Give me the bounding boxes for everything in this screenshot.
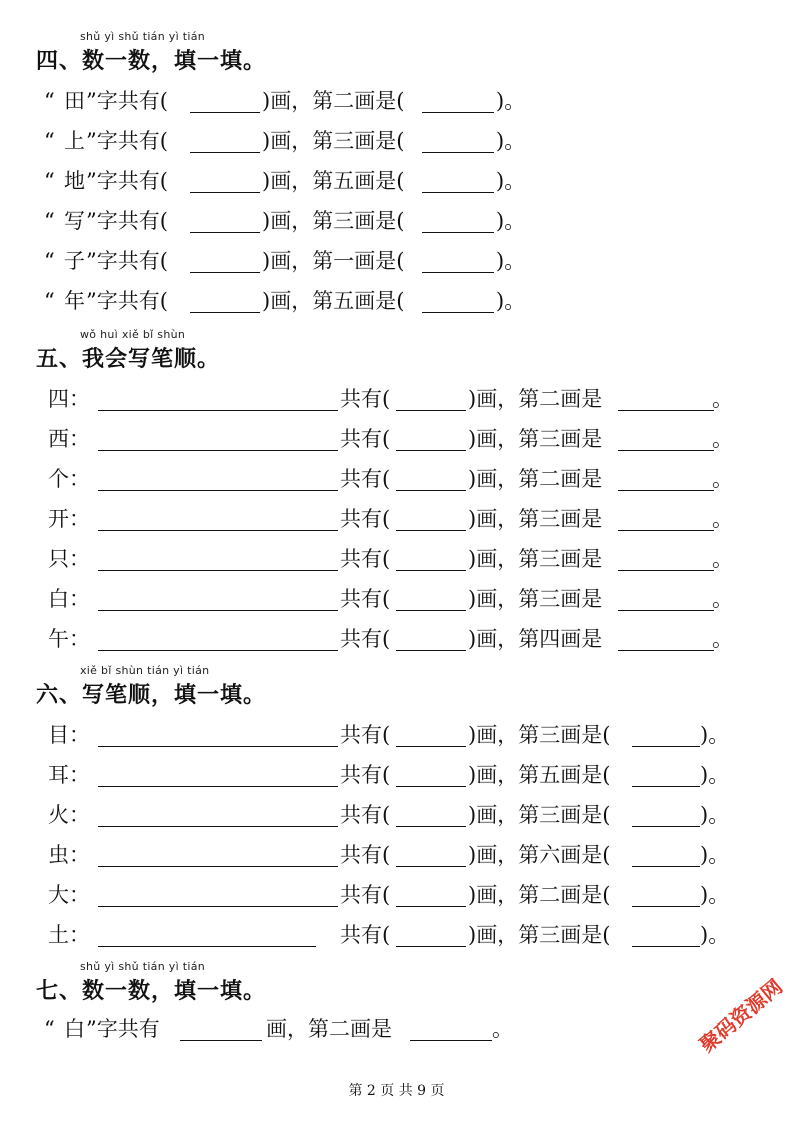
row-char: 田 bbox=[64, 89, 85, 113]
row-text: 。 bbox=[712, 507, 733, 531]
open-quote: “ bbox=[44, 249, 55, 273]
count-blank[interactable] bbox=[396, 490, 466, 491]
answer-blank[interactable] bbox=[632, 906, 700, 907]
row-text: ”字共有( bbox=[86, 169, 168, 193]
row-text: )画，第一画是( bbox=[262, 249, 405, 273]
stroke-order-blank[interactable] bbox=[98, 570, 338, 571]
row-text: 共有( bbox=[340, 843, 391, 867]
row-text: )。 bbox=[700, 843, 730, 867]
row-text: )画，第二画是( bbox=[468, 883, 611, 907]
row-text: )。 bbox=[700, 803, 730, 827]
row-text: )。 bbox=[496, 289, 526, 313]
section4-title: 四、数一数，填一填。 bbox=[36, 48, 267, 74]
row-char: 火： bbox=[48, 803, 90, 827]
row-text: )画，第二画是 bbox=[468, 387, 603, 411]
open-quote: “ bbox=[44, 89, 55, 113]
row-text: 。 bbox=[712, 387, 733, 411]
row-text: ”字共有( bbox=[86, 209, 168, 233]
stroke-order-blank[interactable] bbox=[98, 826, 338, 827]
row-char: 西： bbox=[48, 427, 90, 451]
row-char: 大： bbox=[48, 883, 90, 907]
row-text: )画，第三画是( bbox=[468, 723, 611, 747]
stroke-order-blank[interactable] bbox=[98, 450, 338, 451]
answer-blank[interactable] bbox=[410, 1040, 492, 1041]
row-text: 共有( bbox=[340, 723, 391, 747]
row-char: 耳： bbox=[48, 763, 90, 787]
open-quote: “ bbox=[44, 289, 55, 313]
row-text: ”字共有( bbox=[86, 129, 168, 153]
stroke-row bbox=[48, 800, 748, 830]
row-char: 只： bbox=[48, 547, 90, 571]
answer-blank[interactable] bbox=[618, 410, 714, 411]
stroke-row bbox=[48, 760, 748, 790]
section7-row bbox=[44, 1014, 744, 1044]
row-text: 共有( bbox=[340, 763, 391, 787]
count-blank[interactable] bbox=[396, 826, 466, 827]
row-text: 。 bbox=[712, 627, 733, 651]
row-text: 共有( bbox=[340, 883, 391, 907]
row-text: 共有( bbox=[340, 507, 391, 531]
section5-title: 五、我会写笔顺。 bbox=[36, 346, 221, 372]
stroke-row bbox=[48, 840, 748, 870]
row-text: 。 bbox=[712, 467, 733, 491]
row-text: 。 bbox=[712, 587, 733, 611]
stroke-order-blank[interactable] bbox=[98, 410, 338, 411]
count-blank[interactable] bbox=[396, 610, 466, 611]
row-text: )。 bbox=[496, 169, 526, 193]
row-char: 写 bbox=[64, 209, 85, 233]
row-text: )画，第五画是( bbox=[468, 763, 611, 787]
answer-blank[interactable] bbox=[190, 112, 260, 113]
row-text: )画，第四画是 bbox=[468, 627, 603, 651]
stroke-order-blank[interactable] bbox=[98, 650, 338, 651]
row-text: 。 bbox=[492, 1017, 513, 1041]
answer-blank[interactable] bbox=[618, 490, 714, 491]
row-text: )画，第三画是( bbox=[262, 129, 405, 153]
watermark-logo: 聚码资源网 bbox=[694, 974, 787, 1057]
row-char: 开： bbox=[48, 507, 90, 531]
row-char: 个： bbox=[48, 467, 90, 491]
row-text: ”字共有( bbox=[86, 289, 168, 313]
row-char: 午： bbox=[48, 627, 90, 651]
row-text: 共有( bbox=[340, 587, 391, 611]
answer-blank[interactable] bbox=[618, 530, 714, 531]
answer-blank[interactable] bbox=[618, 610, 714, 611]
row-text: 共有( bbox=[340, 923, 391, 947]
row-text: ”字共有 bbox=[86, 1017, 160, 1041]
answer-blank[interactable] bbox=[422, 112, 494, 113]
stroke-order-blank[interactable] bbox=[98, 866, 338, 867]
answer-blank[interactable] bbox=[618, 650, 714, 651]
row-text: )画，第三画是( bbox=[468, 923, 611, 947]
page-footer: 第 2 页 共 9 页 bbox=[348, 1083, 445, 1099]
count-row bbox=[44, 126, 744, 156]
answer-blank[interactable] bbox=[422, 272, 494, 273]
row-text: )。 bbox=[496, 209, 526, 233]
answer-blank[interactable] bbox=[632, 826, 700, 827]
count-blank[interactable] bbox=[396, 530, 466, 531]
row-char: 上 bbox=[64, 129, 85, 153]
row-text: )。 bbox=[496, 89, 526, 113]
row-text: )。 bbox=[700, 723, 730, 747]
row-text: )画，第二画是 bbox=[468, 467, 603, 491]
section5-pinyin: wǒ huì xiě bǐ shùn bbox=[80, 328, 186, 341]
row-text: )画，第三画是( bbox=[262, 209, 405, 233]
stroke-order-blank[interactable] bbox=[98, 946, 316, 947]
answer-blank[interactable] bbox=[422, 232, 494, 233]
row-text: )画，第二画是( bbox=[262, 89, 405, 113]
count-blank[interactable] bbox=[396, 746, 466, 747]
row-text: 共有( bbox=[340, 547, 391, 571]
row-text: 共有( bbox=[340, 627, 391, 651]
row-char: 目： bbox=[48, 723, 90, 747]
row-text: ”字共有( bbox=[86, 249, 168, 273]
count-row bbox=[44, 166, 744, 196]
row-text: 画，第二画是 bbox=[266, 1017, 392, 1041]
answer-blank[interactable] bbox=[632, 946, 700, 947]
section6-pinyin: xiě bǐ shùn tián yì tián bbox=[80, 664, 210, 677]
stroke-row bbox=[48, 424, 748, 454]
answer-blank[interactable] bbox=[618, 570, 714, 571]
count-blank[interactable] bbox=[396, 650, 466, 651]
count-blank[interactable] bbox=[396, 410, 466, 411]
answer-blank[interactable] bbox=[190, 232, 260, 233]
count-blank[interactable] bbox=[396, 450, 466, 451]
row-text: )。 bbox=[700, 763, 730, 787]
count-row bbox=[44, 206, 744, 236]
row-text: 。 bbox=[712, 547, 733, 571]
answer-blank[interactable] bbox=[422, 312, 494, 313]
stroke-row bbox=[48, 880, 748, 910]
row-text: )画，第三画是 bbox=[468, 427, 603, 451]
section4-pinyin: shǔ yì shǔ tián yì tián bbox=[80, 30, 206, 43]
row-text: )画，第三画是 bbox=[468, 507, 603, 531]
count-blank[interactable] bbox=[396, 946, 466, 947]
row-text: 。 bbox=[712, 427, 733, 451]
count-blank[interactable] bbox=[396, 866, 466, 867]
section6-title: 六、写笔顺，填一填。 bbox=[36, 682, 267, 708]
count-blank[interactable] bbox=[396, 786, 466, 787]
row-text: )画，第六画是( bbox=[468, 843, 611, 867]
count-row bbox=[44, 246, 744, 276]
answer-blank[interactable] bbox=[618, 450, 714, 451]
row-char: 地 bbox=[64, 169, 85, 193]
open-quote: “ bbox=[44, 209, 55, 233]
stroke-row bbox=[48, 504, 748, 534]
answer-blank[interactable] bbox=[190, 272, 260, 273]
stroke-order-blank[interactable] bbox=[98, 746, 338, 747]
row-text: 共有( bbox=[340, 803, 391, 827]
open-quote: “ bbox=[44, 129, 55, 153]
stroke-order-blank[interactable] bbox=[98, 906, 338, 907]
stroke-row bbox=[48, 584, 748, 614]
stroke-order-blank[interactable] bbox=[98, 786, 338, 787]
row-text: 共有( bbox=[340, 467, 391, 491]
answer-blank[interactable] bbox=[422, 192, 494, 193]
answer-blank[interactable] bbox=[190, 312, 260, 313]
answer-blank[interactable] bbox=[422, 152, 494, 153]
row-text: )。 bbox=[496, 249, 526, 273]
row-char: 土： bbox=[48, 923, 90, 947]
row-text: )画，第三画是 bbox=[468, 587, 603, 611]
row-text: )画，第五画是( bbox=[262, 289, 405, 313]
answer-blank[interactable] bbox=[180, 1040, 262, 1041]
stroke-order-blank[interactable] bbox=[98, 610, 338, 611]
stroke-row bbox=[48, 384, 748, 414]
row-text: )画，第五画是( bbox=[262, 169, 405, 193]
row-text: )。 bbox=[700, 923, 730, 947]
row-char: 四： bbox=[48, 387, 90, 411]
stroke-row bbox=[48, 464, 748, 494]
stroke-row bbox=[48, 544, 748, 574]
stroke-row bbox=[48, 920, 748, 950]
answer-blank[interactable] bbox=[632, 786, 700, 787]
count-blank[interactable] bbox=[396, 906, 466, 907]
row-char: 白 bbox=[64, 1017, 85, 1041]
row-text: )画，第三画是( bbox=[468, 803, 611, 827]
row-text: )画，第三画是 bbox=[468, 547, 603, 571]
stroke-row bbox=[48, 624, 748, 654]
section7-title: 七、数一数，填一填。 bbox=[36, 978, 267, 1004]
row-text: 共有( bbox=[340, 427, 391, 451]
section7-pinyin: shǔ yì shǔ tián yì tián bbox=[80, 960, 206, 973]
answer-blank[interactable] bbox=[632, 866, 700, 867]
row-char: 年 bbox=[64, 289, 85, 313]
open-quote: “ bbox=[44, 169, 55, 193]
row-text: 共有( bbox=[340, 387, 391, 411]
count-blank[interactable] bbox=[396, 570, 466, 571]
stroke-order-blank[interactable] bbox=[98, 530, 338, 531]
answer-blank[interactable] bbox=[632, 746, 700, 747]
open-quote: “ bbox=[44, 1017, 55, 1041]
answer-blank[interactable] bbox=[190, 152, 260, 153]
row-char: 虫： bbox=[48, 843, 90, 867]
count-row bbox=[44, 286, 744, 316]
stroke-row bbox=[48, 720, 748, 750]
count-row bbox=[44, 86, 744, 116]
row-text: )。 bbox=[496, 129, 526, 153]
stroke-order-blank[interactable] bbox=[98, 490, 338, 491]
row-text: ”字共有( bbox=[86, 89, 168, 113]
answer-blank[interactable] bbox=[190, 192, 260, 193]
row-text: )。 bbox=[700, 883, 730, 907]
row-char: 子 bbox=[64, 249, 85, 273]
row-char: 白： bbox=[48, 587, 90, 611]
